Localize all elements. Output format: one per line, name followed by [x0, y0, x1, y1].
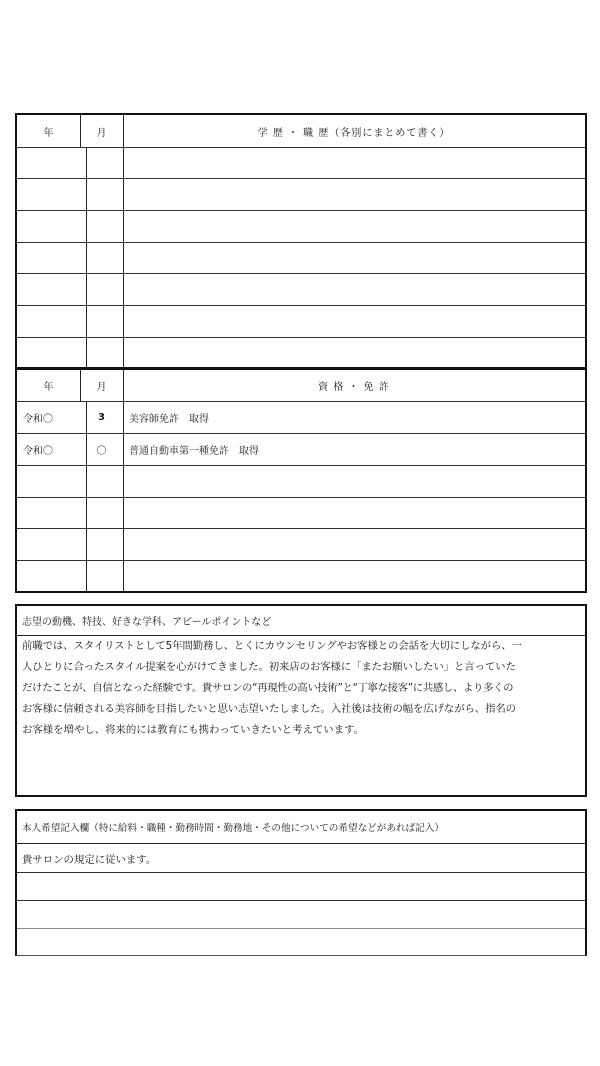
- month-cell[interactable]: [80, 274, 124, 305]
- year-cell[interactable]: [17, 243, 87, 273]
- month-cell[interactable]: [80, 211, 124, 242]
- description-cell[interactable]: [123, 243, 585, 273]
- preferences-row[interactable]: [17, 844, 585, 872]
- preferences-label: 本人希望記入欄（特に給料・職種・勤務時間・勤務地・その他についての希望などがあれば記入）: [17, 811, 585, 844]
- preferences-section: [15, 809, 587, 956]
- description-cell[interactable]: [123, 306, 585, 337]
- education-description-header: 学 歴 ・ 職 歴（各別にまとめて書く）: [257, 127, 451, 139]
- motivation-line: 人ひとりに合ったスタイル提案を心がけてきました。初来店のお客様に「またお願いしたい」と言っていた: [22, 661, 516, 673]
- license-description-header: 資 格 ・ 免 許: [318, 381, 390, 393]
- year-header: 年: [17, 115, 81, 147]
- license-row[interactable]: [17, 465, 585, 497]
- month-cell[interactable]: [80, 561, 124, 591]
- education-row[interactable]: [17, 178, 585, 210]
- education-header-row: [17, 115, 585, 147]
- year-cell[interactable]: 令和〇: [17, 434, 87, 465]
- year-cell[interactable]: [17, 148, 87, 178]
- month-header: 月: [80, 115, 124, 147]
- description-cell[interactable]: [123, 561, 585, 591]
- motivation-line: お客様を増やし、将来的には教育にも携わっていきたいと考えています。: [22, 724, 364, 736]
- motivation-section: [15, 604, 587, 797]
- preferences-row[interactable]: [17, 929, 585, 955]
- preferences-text: 貴サロンの規定に従います。: [22, 853, 157, 866]
- month-header: 月: [80, 369, 124, 401]
- motivation-label: 志望の動機、特技、好きな学科、アピールポイントなど: [17, 606, 585, 636]
- year-cell[interactable]: [17, 498, 87, 528]
- education-row[interactable]: [17, 147, 585, 178]
- motivation-line: お客様に信頼される美容師を目指したいと思い志望いたしました。入社後は技術の幅を広げながら、指名の: [22, 703, 516, 715]
- motivation-text[interactable]: [17, 636, 585, 741]
- education-row[interactable]: [17, 210, 585, 242]
- license-table: [15, 367, 587, 593]
- description-cell[interactable]: [123, 179, 585, 210]
- education-row[interactable]: [17, 242, 585, 273]
- description-cell[interactable]: [123, 274, 585, 305]
- month-cell[interactable]: [80, 306, 124, 337]
- year-cell[interactable]: 令和〇: [17, 402, 87, 433]
- month-cell[interactable]: 〇: [80, 434, 124, 465]
- license-row[interactable]: [17, 560, 585, 591]
- year-header: 年: [17, 369, 81, 401]
- month-cell[interactable]: [80, 179, 124, 210]
- license-row[interactable]: [17, 401, 585, 433]
- month-cell[interactable]: [80, 529, 124, 560]
- education-row[interactable]: [17, 273, 585, 305]
- month-cell[interactable]: [80, 243, 124, 273]
- year-cell[interactable]: [17, 466, 87, 497]
- month-cell[interactable]: [80, 466, 124, 497]
- year-cell[interactable]: [17, 306, 87, 337]
- license-header-row: [17, 369, 585, 401]
- description-cell[interactable]: [123, 529, 585, 560]
- description-cell[interactable]: [123, 338, 585, 370]
- motivation-line: 前職では、スタイリストとして5年間勤務し、とくにカウンセリングやお客様との会話を大切にしながら、一: [22, 640, 522, 652]
- description-cell[interactable]: [123, 148, 585, 178]
- description-cell[interactable]: [123, 498, 585, 528]
- description-cell[interactable]: [123, 211, 585, 242]
- preferences-row[interactable]: [17, 873, 585, 901]
- month-cell[interactable]: 3: [80, 402, 124, 433]
- preferences-row[interactable]: [17, 901, 585, 929]
- license-row[interactable]: [17, 433, 585, 465]
- description-cell[interactable]: [123, 466, 585, 497]
- education-history-table: [15, 113, 587, 370]
- year-cell[interactable]: [17, 274, 87, 305]
- year-cell[interactable]: [17, 179, 87, 210]
- education-row[interactable]: [17, 337, 585, 370]
- motivation-line: だけたことが、自信となった経験です。貴サロンの“再現性の高い技術”と“丁寧な接客”に共感し、より多くの: [22, 682, 514, 694]
- description-cell[interactable]: 美容師免許 取得: [129, 414, 209, 425]
- year-cell[interactable]: [17, 338, 87, 370]
- month-cell[interactable]: [80, 338, 124, 370]
- year-cell[interactable]: [17, 529, 87, 560]
- license-row[interactable]: [17, 497, 585, 528]
- description-cell[interactable]: 普通自動車第一種免許 取得: [129, 446, 259, 457]
- month-cell[interactable]: [80, 498, 124, 528]
- education-row[interactable]: [17, 305, 585, 337]
- month-cell[interactable]: [80, 148, 124, 178]
- year-cell[interactable]: [17, 561, 87, 591]
- license-row[interactable]: [17, 528, 585, 560]
- year-cell[interactable]: [17, 211, 87, 242]
